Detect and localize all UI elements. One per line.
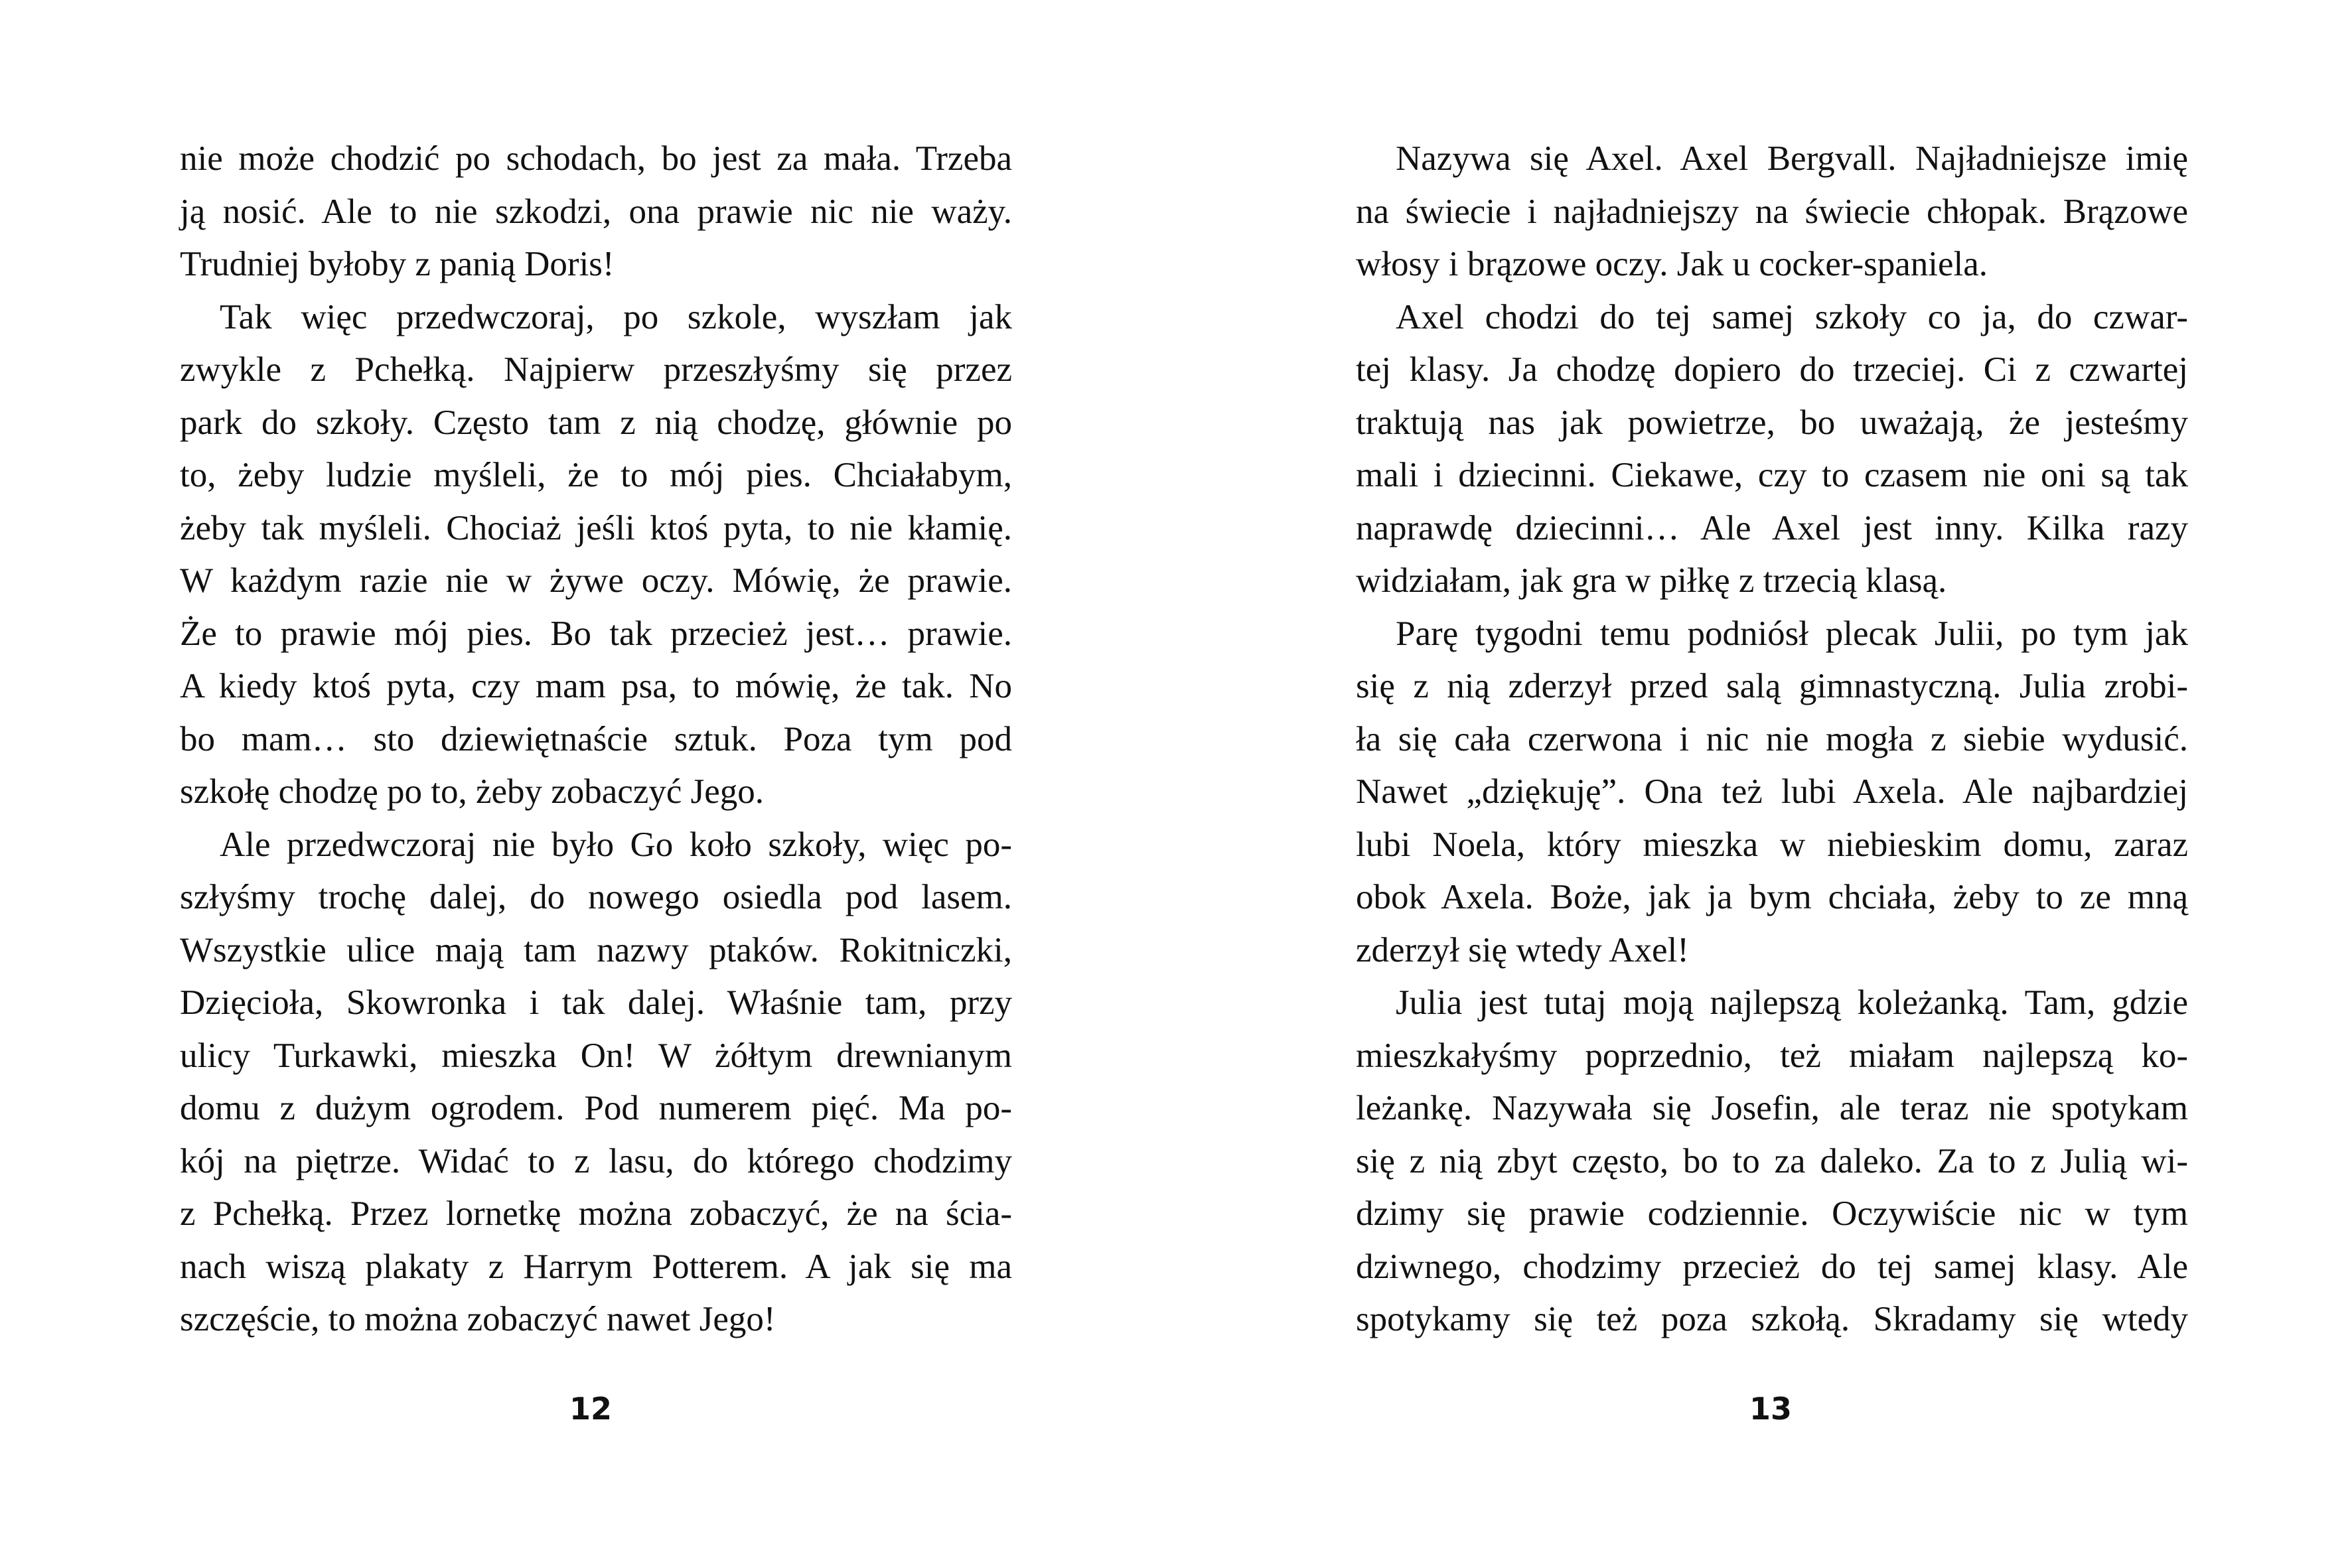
text-line: ją nosić. Ale to nie szkodzi, ona prawie nic nie waży. <box>180 192 1012 231</box>
text-line: mali i dziecinni. Ciekawe, czy to czasem nie oni są tak <box>1356 456 2188 494</box>
text-line: na świecie i najładniejszy na świecie chłopak. Brązowe <box>1356 192 2188 231</box>
text-line: widziałam, jak gra w piłkę z trzecią klasą. <box>1356 561 1947 600</box>
text-line: Parę tygodni temu podniósł plecak Julii, po tym jak <box>1396 614 2188 653</box>
paragraph <box>1356 608 2188 977</box>
text-line: to, żeby ludzie myśleli, że to mój pies. Chciałabym, <box>180 456 1012 494</box>
text-line: naprawdę dziecinni… Ale Axel jest inny. Kilka razy <box>1356 508 2188 547</box>
text-line: szkołę chodzę po to, żeby zobaczyć Jego. <box>180 772 765 811</box>
paragraph <box>1356 133 2188 291</box>
text-line: dzimy się prawie codziennie. Oczywiście nic w tym <box>1356 1194 2188 1233</box>
text-line: ła się cała czerwona i nic nie mogła z siebie wydusić. <box>1356 719 2188 758</box>
text-line: spotykamy się też poza szkołą. Skradamy się wtedy <box>1356 1300 2188 1338</box>
text-line: zwykle z Pchełką. Najpierw przeszłyśmy się przez <box>180 350 1012 389</box>
text-line: leżankę. Nazywała się Josefin, ale teraz nie spotykam <box>1356 1089 2188 1127</box>
text-line: traktują nas jak powietrze, bo uważają, że jesteśmy <box>1356 403 2188 442</box>
right-page <box>1176 0 2352 1568</box>
text-line: szczęście, to można zobaczyć nawet Jego! <box>180 1300 776 1338</box>
page-number-right: 13 <box>1749 1391 1792 1427</box>
text-line: kój na piętrze. Widać to z lasu, do którego chodzimy <box>180 1141 1012 1180</box>
paragraph <box>180 133 1012 291</box>
text-line: mieszkałyśmy poprzednio, też miałam najlepszą ko- <box>1356 1036 2188 1075</box>
text-line: się z nią zbyt często, bo to za daleko. Za to z Julią wi- <box>1356 1141 2188 1180</box>
paragraph <box>180 819 1012 1346</box>
text-line: Wszystkie ulice mają tam nazwy ptaków. Rokitniczki, <box>180 930 1012 969</box>
text-line: włosy i brązowe oczy. Jak u cocker-spaniela. <box>1356 245 1988 283</box>
text-line: nie może chodzić po schodach, bo jest za mała. Trzeba <box>180 139 1012 178</box>
text-line: tej klasy. Ja chodzę dopiero do trzeciej. Ci z czwartej <box>1356 350 2188 389</box>
text-line: Nawet „dziękuję”. Ona też lubi Axela. Ale najbardziej <box>1356 772 2188 811</box>
text-line: nach wiszą plakaty z Harrym Potterem. A jak się ma <box>180 1247 1012 1286</box>
text-line: dziwnego, chodzimy przecież do tej samej klasy. Ale <box>1356 1247 2188 1286</box>
paragraph <box>1356 291 2188 608</box>
text-line: ulicy Turkawki, mieszka On! W żółtym drewnianym <box>180 1036 1012 1075</box>
text-line: Nazywa się Axel. Axel Bergvall. Najładniejsze imię <box>1396 139 2188 178</box>
text-line: A kiedy ktoś pyta, czy mam psa, to mówię, że tak. No <box>180 667 1012 705</box>
text-line: się z nią zderzył przed salą gimnastyczną. Julia zrobi- <box>1356 667 2188 705</box>
text-line: Axel chodzi do tej samej szkoły co ja, do czwar- <box>1396 297 2188 336</box>
text-line: Tak więc przedwczoraj, po szkole, wyszłam jak <box>220 297 1012 336</box>
paragraph <box>180 291 1012 819</box>
text-line: Trudniej byłoby z panią Doris! <box>180 245 615 283</box>
text-line: Ale przedwczoraj nie było Go koło szkoły, więc po- <box>220 825 1012 864</box>
paragraph <box>1356 977 2188 1346</box>
text-line: szłyśmy trochę dalej, do nowego osiedla pod lasem. <box>180 878 1012 916</box>
left-page-text <box>180 133 1012 1346</box>
text-line: Dzięcioła, Skowronka i tak dalej. Właśnie tam, przy <box>180 983 1012 1022</box>
text-line: Julia jest tutaj moją najlepszą koleżanką. Tam, gdzie <box>1396 983 2188 1022</box>
text-line: bo mam… sto dziewiętnaście sztuk. Poza tym pod <box>180 719 1012 758</box>
text-line: żeby tak myśleli. Chociaż jeśli ktoś pyta, to nie kłamię. <box>180 508 1012 547</box>
text-line: domu z dużym ogrodem. Pod numerem pięć. Ma po- <box>180 1089 1012 1127</box>
text-line: lubi Noela, który mieszka w niebieskim domu, zaraz <box>1356 825 2188 864</box>
right-page-text <box>1356 133 2188 1346</box>
page-number-left: 12 <box>569 1391 612 1427</box>
text-line: z Pchełką. Przez lornetkę można zobaczyć, że na ścia- <box>180 1194 1012 1233</box>
text-line: W każdym razie nie w żywe oczy. Mówię, że prawie. <box>180 561 1012 600</box>
text-line: park do szkoły. Często tam z nią chodzę, głównie po <box>180 403 1012 442</box>
text-line: obok Axela. Boże, jak ja bym chciała, żeby to ze mną <box>1356 878 2188 916</box>
text-line: zderzył się wtedy Axel! <box>1356 930 1689 969</box>
text-line: Że to prawie mój pies. Bo tak przecież jest… prawie. <box>180 614 1012 653</box>
